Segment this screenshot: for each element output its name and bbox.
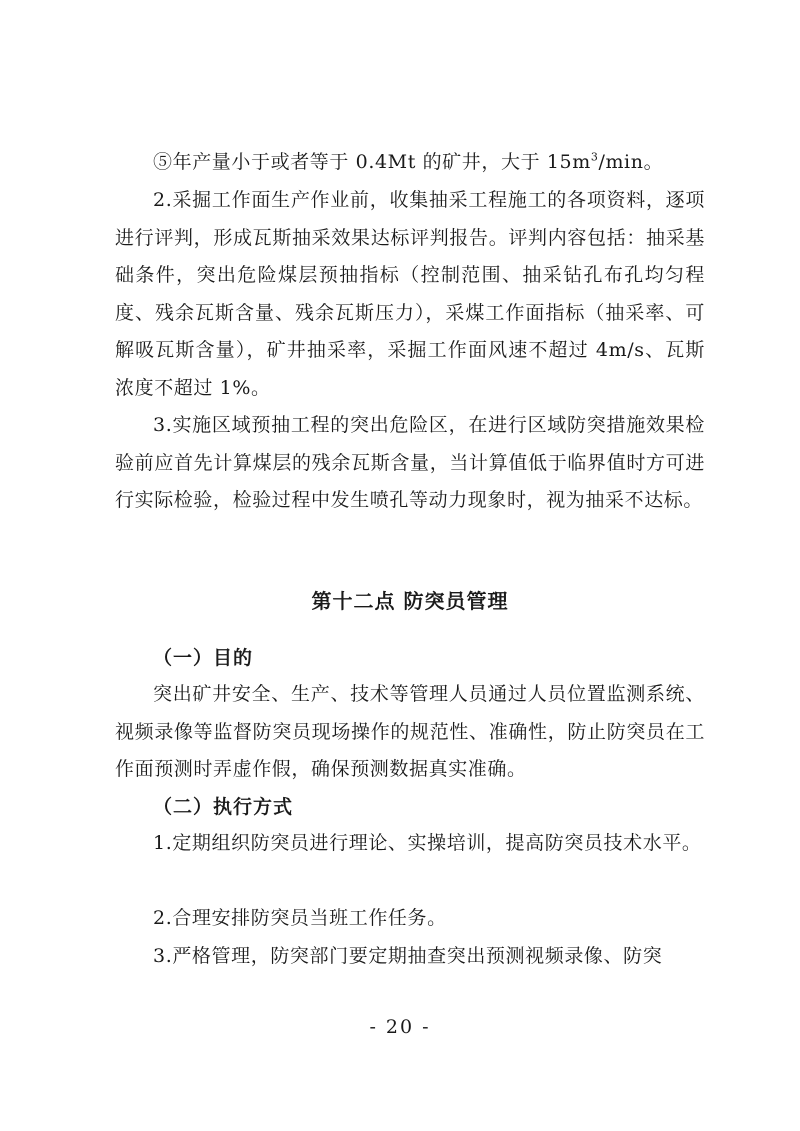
paragraph-2: 2.采掘工作面生产作业前，收集抽采工程施工的各项资料，逐项进行评判，形成瓦斯抽采效果达标评判报告。评判内容包括：抽采基础条件，突出危险煤层预抽指标（控制范围、抽采钻孔布孔均匀程度、残余瓦斯含量、残余瓦斯压力），采煤工作面指标（抽采率、可解吸瓦斯含量），矿井抽采率，采掘工作面风速不超过 4m/s、瓦斯浓度不超过 1%。 bbox=[115, 189, 705, 399]
item-5-prefix: ⑤年产量小于或者等于 0.4Mt 的矿井，大于 15m bbox=[153, 151, 591, 173]
item-5-superscript: 3 bbox=[590, 150, 599, 164]
section-title: 第十二点 防突员管理 bbox=[311, 589, 509, 613]
subsection-title-purpose: （一）目的 bbox=[153, 647, 254, 669]
page-number: - 20 - bbox=[369, 1016, 431, 1038]
paragraph-3: 3.实施区域预抽工程的突出危险区，在进行区域防突措施效果检验前应首先计算煤层的残余瓦斯含量，当计算值低于临界值时方可进行实际检验，检验过程中发生喷孔等动力现象时，视为抽采不达标。 bbox=[115, 414, 705, 511]
item-5-paragraph bbox=[115, 144, 705, 182]
execution-item-2: 2.合理安排防突员当班工作任务。 bbox=[153, 907, 447, 929]
subsection-title-execution: （二）执行方式 bbox=[153, 796, 294, 818]
execution-item-1: 1.定期组织防突员进行理论、实操培训，提高防突员技术水平。 bbox=[153, 832, 702, 854]
purpose-paragraph: 突出矿井安全、生产、技术等管理人员通过人员位置监测系统、视频录像等监督防突员现场操作的规范性、准确性，防止防突员在工作面预测时弄虚作假，确保预测数据真实准确。 bbox=[115, 683, 705, 780]
item-5-suffix: /min。 bbox=[598, 151, 664, 173]
execution-item-3: 3.严格管理，防突部门要定期抽查突出预测视频录像、防突 bbox=[153, 945, 663, 967]
